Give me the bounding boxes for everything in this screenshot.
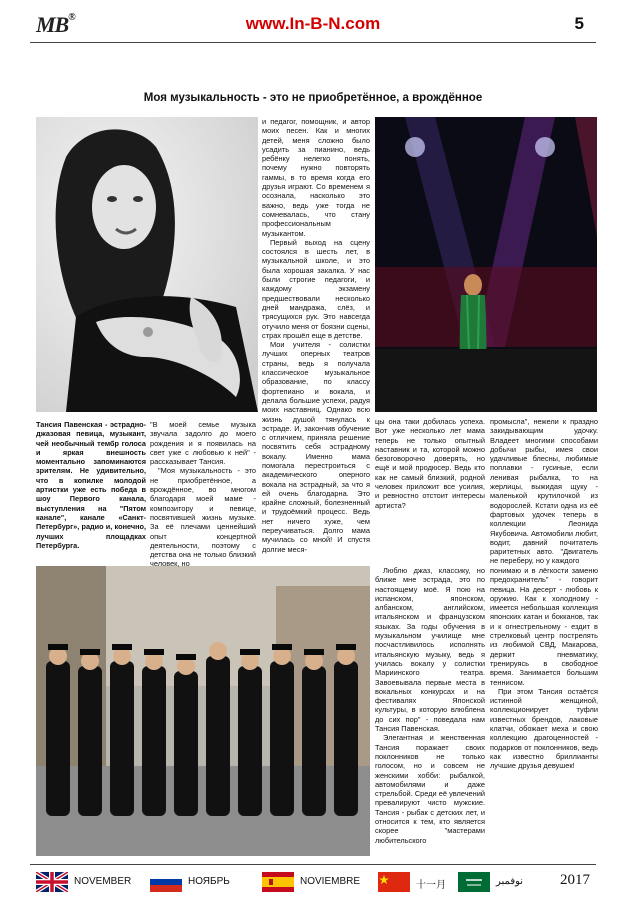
month-arabic: نوفمبر: [496, 876, 524, 887]
paragraph: Мои учителя - солистки лучших оперных театров страны, ведь я получала классическое музыкальное образование, по классу фортепиано и вокала, и делала большие успехи, радуя моих наставниц. Однако всю жизнь душой тянулась к эстраде. И, закончив обучение с отличием, приняла решение посвятить себя эстрадному вокалу. Именно мама помогала перестроиться с академического оперного вокала на эстрадный, за что я ей очень благодарна. Это крайне сложный, болезненный и трудоёмкий процесс. Ведь нет ничего хуже, чем переучиваться. Долго мама мучилась со мной! И спустя долгие меся-: [262, 340, 370, 554]
paragraph: Первый выход на сцену состоялся в шесть лет, в музыкальной школе, и это была хорошая закалка. У нас были строгие педагоги, и каждому экзамену предшествовали несколько дней мандража, слёз, и трясущихся рук. Это навсегда отучило меня от боязни сцены, страх прошёл еще в детстве.: [262, 237, 370, 340]
russia-flag-icon: [150, 872, 182, 892]
month-spanish: NOVIEMBRE: [300, 876, 361, 887]
portrait-photo: [36, 117, 258, 412]
article-headline: Моя музыкальность - это не приобретённое, а врождённое: [143, 92, 483, 104]
paragraph: Люблю джаз, классику, но ближе мне эстрада, это по настоящему моё. Я пою на испанском, японском, албанском, английском, итальянском и французском языках. За годы обучения в музыкальном училище мне посчастливилось исполнять итальянскую музыку, ведь я училась вокалу у солистки Мариинского театра. Завоевывала первые места в вокальных конкурсах и на фестивалях Японской культуры, в которую влюблена до сих пор" - поведала нам Тансия Павенская.: [375, 566, 485, 734]
spain-flag-icon: [262, 872, 294, 892]
paragraph: При этом Тансия остаётся истинной женщиной, коллекционирует туфли известных брендов, лаковые клатчи, обожает меха и свою коллекцию драгоценностей - подарков от поклонников, ведь как известно бриллианты лучшие друзья девушек!: [490, 686, 598, 771]
month-english: NOVEMBER: [74, 876, 132, 887]
paragraph: и педагог, помощник, и автор моих песен. Как и многих детей, меня сложно было усадить за пианино, ведь ребёнку нелегко понять, почему нужно повторять гаммы, в то время когда его друзья играют. Со временем я осознала, насколько это важно, ведь уже тогда не сомневалась, что стану профессиональным музыкантом.: [262, 117, 370, 238]
china-flag-icon: [378, 872, 410, 892]
photo-caption: Тансия Павенская - эстрадно-джазовая певица, музыкант, чей необычный тембр голоса и яркая внешность моментально запоминаются зрителям. Не удивительно, что в копилке молодой артистки уже есть победа в шоу Первого канала, выступления на "Пятом канале", канале «Санкт-Петербург», радио и, конечно, лучших площадках Петербурга.: [36, 420, 146, 550]
paragraph: цы она таки добилась успеха. Вот уже несколько лет мама теперь не только опытный наставник и та, которой можно безоговорочно доверять, но ещё и мой продюсер. Ведь кто как не самый близкий, родной человек приложит все усилия, и ревностно отстоит интересы артиста?: [375, 417, 485, 510]
page-number: 5: [574, 14, 584, 33]
site-url-link[interactable]: www.In-B-N.com: [245, 14, 381, 33]
paragraph: промысла", нежели к праздно закидывающим удочку. Владеет многими способами добычи рыбы, имея свои удачливые блесны, любимые поплавки - гусиные, если ленивая рыбалка, то на жерлицы, выжидая щуку - маленькой крутилочкой из водорослей. Кстати одна из её фартовых удочек теперь в коллекции Леонида Якубовича. Автомобили любит, водит, давний почитатель раритетных авто. "Двигатель не переберу, но у каждого: [490, 417, 598, 566]
article-column: [490, 566, 598, 771]
paragraph: понимаю и в лёгкости заменю предохранитель" - говорит певица. На десерт - любовь к оружию. Как к холодному - имеется небольшая коллекция японских катан и бокканов, так и к огнестрельному - ездит в стрелковый центр пострелять из любимой СВД, Макарова, держит пневматику, тренируясь в свободное время. Занимается большим теннисом.: [490, 566, 598, 687]
header-divider: [30, 42, 596, 43]
article-column: [262, 117, 370, 554]
month-chinese: 十一月: [416, 880, 446, 891]
saudi-flag-icon: [458, 872, 490, 892]
article-column: [150, 420, 256, 569]
magazine-logo: MB®: [36, 12, 75, 37]
uk-flag-icon: [36, 872, 68, 892]
article-column: [375, 417, 485, 510]
article-column: [490, 417, 598, 566]
paragraph: "Моя музыкальность - это не приобретённое, а врождённое, во многом благодаря моей маме - композитору и певице, посвятившей жизнь музыке. За её плечами ценнейший опыт концертной деятельности, поэтому с детства она не только близкий человек, но: [150, 466, 256, 569]
group-photo: [36, 566, 370, 856]
article-column: [375, 566, 485, 845]
paragraph: "В моей семье музыка звучала задолго до моего рождения и я появилась на свет уже с любовью к ней" - рассказывает Тансия.: [150, 420, 256, 467]
month-russian: НОЯБРЬ: [188, 876, 230, 887]
paragraph: Элегантная и женственная Тансия поражает своих поклонников не только голосом, но и совсем не женскими хобби: рыбалкой, автомобилями и даже стрельбой. Среди её увлечений превалируют чисто мужские. Тансия - рыбак с детских лет, и относится к тем, кто является скорее "мастерами любительского: [375, 733, 485, 845]
footer-divider: [30, 864, 596, 865]
issue-year: 2017: [560, 872, 590, 888]
stage-concert-photo: [375, 117, 597, 412]
